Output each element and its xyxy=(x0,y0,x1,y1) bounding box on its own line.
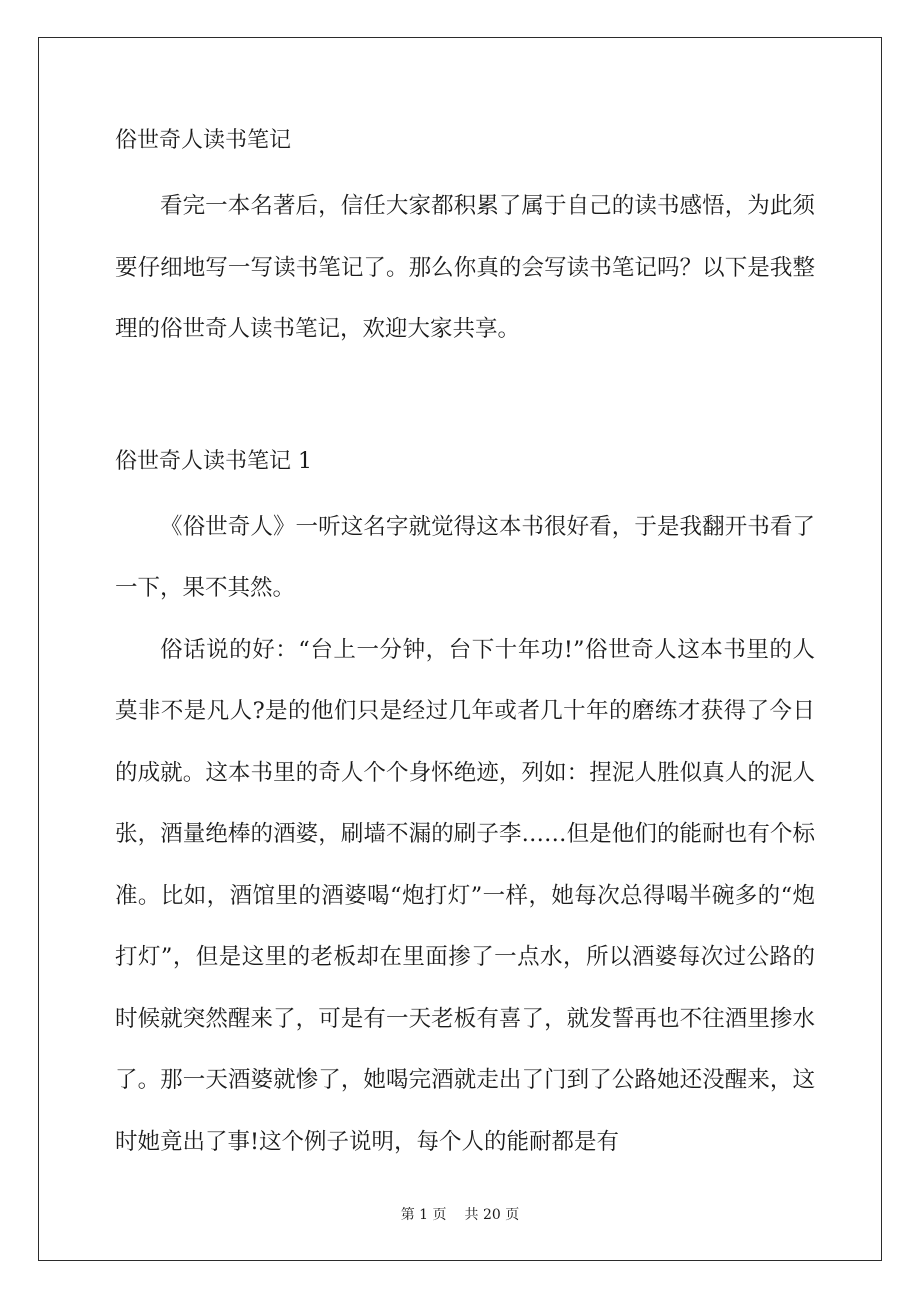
page-number: 第 1 页 xyxy=(400,1207,447,1223)
page-total: 共 20 页 xyxy=(464,1207,520,1223)
document-body xyxy=(115,118,815,1173)
document-title: 俗世奇人读书笔记 xyxy=(115,128,292,153)
section-paragraph-2: 俗话说的好：“台上一分钟，台下十年功!”俗世奇人这本书里的人莫非不是凡人?是的他们只是经过几年或者几十年的磨练才获得了今日的成就。这本书里的奇人个个身怀绝迹，列如：捏泥人胜似真人的泥人张，酒量绝棒的酒婆，刷墙不漏的刷子李……但是他们的能耐也有个标准。比如，酒馆里的酒婆喝“炮打灯”一样，她每次总得喝半碗多的“炮打灯”，但是这里的老板却在里面掺了一点水，所以酒婆每次过公路的时候就突然醒来了，可是有一天老板有喜了，就发誓再也不往酒里掺水了。那一天酒婆就惨了，她喝完酒就走出了门到了公路她还没醒来，这时她竟出了事!这个例子说明，每个人的能耐都是有 xyxy=(115,636,815,1155)
section-paragraph-1: 《俗世奇人》一听这名字就觉得这本书很好看，于是我翻开书看了一下，果不其然。 xyxy=(115,513,815,601)
section-title: 俗世奇人读书笔记 1 xyxy=(115,448,312,474)
intro-paragraph: 看完一本名著后，信任大家都积累了属于自己的读书感悟，为此须要仔细地写一写读书笔记了。那么你真的会写读书笔记吗？以下是我整理的俗世奇人读书笔记，欢迎大家共享。 xyxy=(115,193,815,342)
page-footer xyxy=(0,1204,920,1224)
